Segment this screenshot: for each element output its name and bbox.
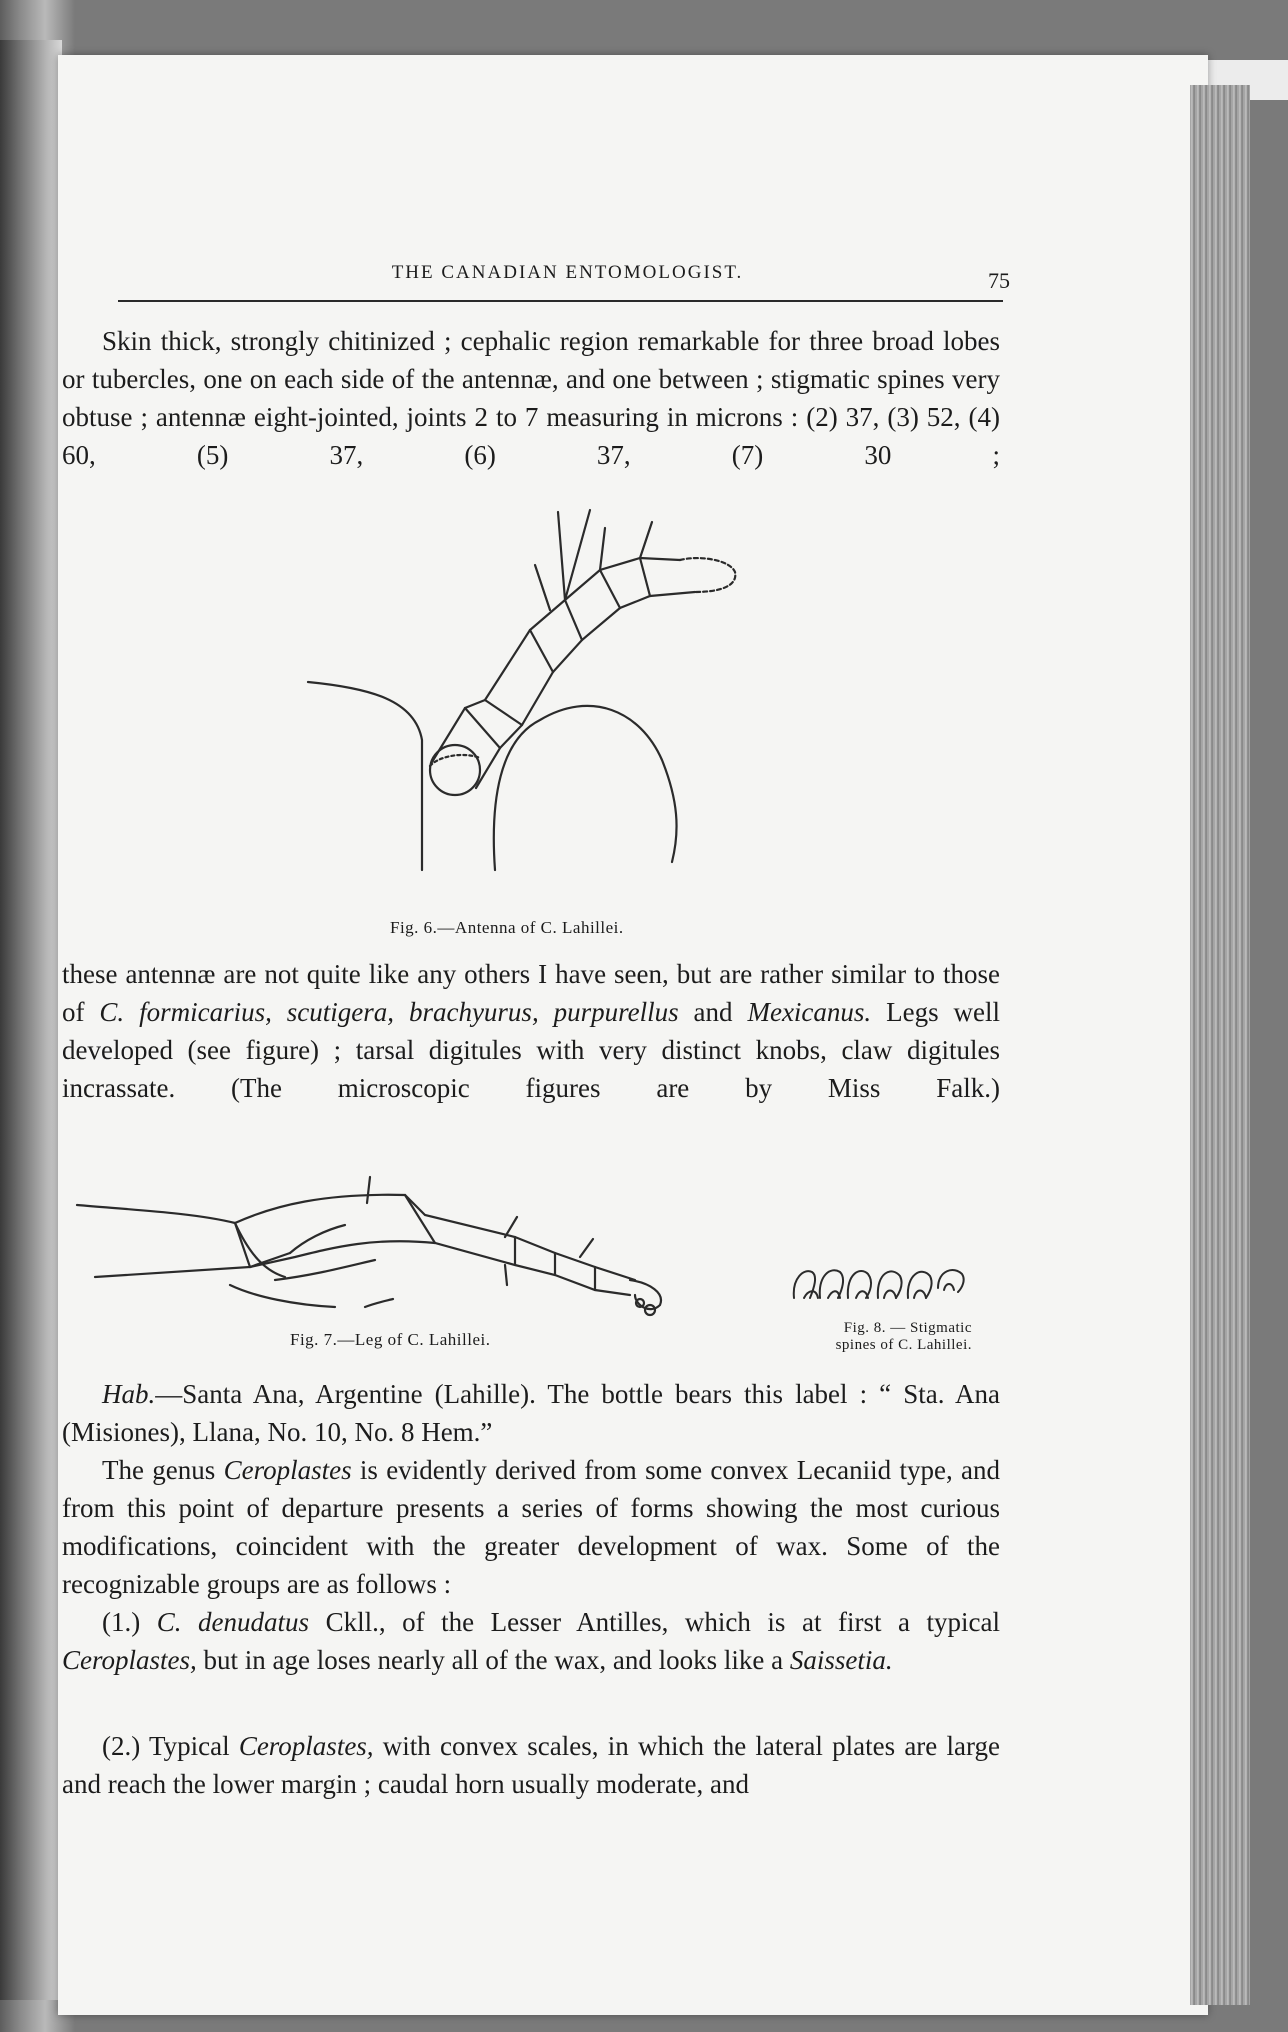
header-rule bbox=[118, 300, 1003, 302]
page-edges-right bbox=[1190, 85, 1250, 2005]
list-number: (2.) Typical bbox=[102, 1731, 239, 1761]
book-spine-left bbox=[0, 40, 62, 2000]
figure-8-caption-line: spines of C. Lahillei. bbox=[835, 1337, 972, 1353]
paragraph-text: these antennæ are not quite like any others I have seen, but are rather similar to those of bbox=[62, 959, 1000, 1027]
paragraph-antennae-comparison bbox=[62, 955, 1000, 1107]
paragraph-text: is evidently derived from some convex Lecaniid type, and from this point of departure presents a series of forms showing the most curious modifications, coincident with the greater development of wax. Some of the recognizable groups are as follows : bbox=[62, 1455, 1000, 1599]
paragraph-text: with convex scales, in which the lateral plates are large and reach the lower margin ; caudal horn usually moderate, and bbox=[62, 1731, 1000, 1799]
paragraph-text: The genus bbox=[102, 1455, 224, 1485]
figure-8-caption-line: Fig. 8. — Stigmatic bbox=[843, 1320, 972, 1336]
figure-8-stigmatic-spines-drawing bbox=[790, 1258, 990, 1308]
habitat-label: Hab. bbox=[102, 1379, 156, 1409]
species-names: C. formicarius, scutigera, brachyurus, purpurellus bbox=[99, 997, 679, 1027]
running-header: THE CANADIAN ENTOMOLOGIST. bbox=[391, 262, 744, 283]
figure-6-antenna-drawing bbox=[300, 500, 750, 900]
paragraph-text: Legs well developed (see figure) ; tarsal digitules with very distinct knobs, claw digitules incrassate. (The microscopic figures are by Miss Falk.) bbox=[62, 997, 1000, 1103]
page-number: 75 bbox=[988, 268, 1010, 293]
paragraph-text: Ckll., of the Lesser Antilles, which is at first a typical bbox=[309, 1607, 1000, 1637]
figure-8-caption bbox=[772, 1320, 972, 1354]
paragraph-text: but in age loses nearly all of the wax, and looks like a bbox=[196, 1645, 790, 1675]
species-name: Mexicanus. bbox=[747, 997, 872, 1027]
genus-name: Ceroplastes, bbox=[238, 1731, 374, 1761]
paragraph-text: Skin thick, strongly chitinized ; cephalic region remarkable for three broad lobes or tubercles, one on each side of the antennæ, and one between ; stigmatic spines very obtuse ; antennæ eight-jointed, joints 2 to 7 measuring in microns : (2) 37, (3) 52, (4) 60, (5) 37, (6) 37, (7) 30 ; bbox=[62, 326, 1000, 470]
figure-6-caption: Fig. 6.—Antenna of C. Lahillei. bbox=[390, 918, 624, 937]
list-number: (1.) bbox=[102, 1607, 157, 1637]
genus-name: Ceroplastes, bbox=[62, 1645, 197, 1675]
figure-7-caption: Fig. 7.—Leg of C. Lahillei. bbox=[290, 1330, 491, 1349]
paragraph-group-1 bbox=[62, 1603, 1000, 1679]
paragraph-genus-ceroplastes bbox=[62, 1451, 1000, 1603]
paragraph-habitat bbox=[62, 1375, 1000, 1451]
figure-7-leg-drawing bbox=[75, 1175, 695, 1325]
paragraph-text: —Santa Ana, Argentine (Lahille). The bottle bears this label : “ Sta. Ana (Misiones), Llana, No. 10, No. 8 Hem.” bbox=[62, 1379, 1000, 1447]
species-name: C. denudatus bbox=[156, 1607, 310, 1637]
paragraph-skin-description bbox=[62, 322, 1000, 474]
paragraph-text: and bbox=[678, 997, 748, 1027]
paragraph-group-2 bbox=[62, 1727, 1000, 1803]
genus-name: Ceroplastes bbox=[223, 1455, 352, 1485]
genus-name: Saissetia. bbox=[789, 1645, 893, 1675]
